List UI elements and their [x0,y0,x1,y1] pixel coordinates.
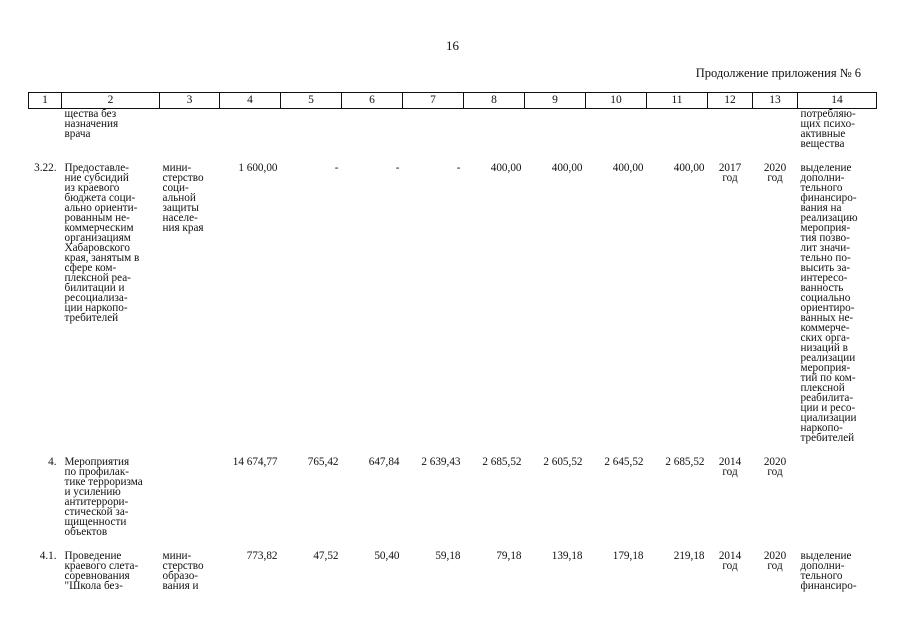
executor: мини- стерство соци- альной защиты населе- ния края [162,162,204,234]
year-value: 47,52 [313,550,339,562]
end-year [753,109,798,150]
header-cell: 14 [798,93,877,109]
expected-result: выделение дополни- тельного финансиро- вания на реализацию мероприя- тия позво- лит значи- тельно по- высить за- интересо- ванность социально ориентиро- ванных не- коммерче- ских орга- низаций в реализации мероприя- тий по ком- плексной реабилита- ции и ресо- циализации наркопо- требителей [800,162,858,444]
header-cell: 5 [281,93,342,109]
row-number: 3.22. [34,162,57,174]
year-value: 139,18 [551,550,583,562]
measure-name: Мероприятия по профилак- тике терроризма и усилению антитеррори- стической за- щищенности объектов [64,456,143,538]
page-number: 16 [446,38,459,53]
table-row [29,109,877,150]
year-value: 400,00 [551,162,583,174]
year-value [464,109,525,150]
end-year: 2020 год [763,456,787,478]
year-value: 2 685,52 [482,456,522,468]
header-cell: 8 [464,93,525,109]
year-value: - [334,162,339,174]
end-year: 2020 год [763,550,787,572]
header-cell: 13 [753,93,798,109]
year-value: 2 605,52 [543,456,583,468]
header-cell: 2 [62,93,160,109]
header-cell: 7 [403,93,464,109]
total-value: 1 600,00 [238,162,278,174]
year-value: 219,18 [673,550,705,562]
executor [160,457,220,537]
year-value [647,109,708,150]
header-cell: 6 [342,93,403,109]
continuation-label: Продолжение приложения № 6 [695,66,861,80]
year-value: 79,18 [496,550,522,562]
expected-result: выделение дополни- тельного финансиро- [800,550,857,592]
year-value [281,109,342,150]
year-value: 400,00 [673,162,705,174]
total-value [220,109,281,150]
table-row [29,551,877,591]
header-cell: 9 [525,93,586,109]
expected-result: потребляю- щих психо- активные вещества [800,108,856,150]
year-value [342,109,403,150]
year-value: 2 685,52 [665,456,705,468]
header-cell: 4 [220,93,281,109]
year-value [403,109,464,150]
start-year: 2014 год [718,550,742,572]
executor [160,109,220,150]
header-cell: 11 [647,93,708,109]
header-cell: 3 [160,93,220,109]
total-value: 14 674,77 [232,456,278,468]
start-year [708,109,753,150]
year-value: 50,40 [374,550,400,562]
table-row [29,457,877,537]
measure-name: Предоставле- ние субсидий из краевого бюджета соци- ально ориенти- рованным не- коммерческим организациям Хабаровского края, занятым в сфере ком- плексной реа- билитации и ресоциализа- ции наркопо- требителей [64,162,140,324]
start-year: 2017 год [718,162,742,184]
year-value: 647,84 [368,456,400,468]
expected-result [798,457,877,537]
year-value: - [395,162,400,174]
row-number: 4. [48,456,57,468]
year-value: 179,18 [612,550,644,562]
start-year: 2014 год [718,456,742,478]
table-row [29,163,877,443]
executor: мини- стерство образо- вания и [162,550,204,592]
appendix-table [28,92,877,591]
measure-name: щества без назначения врача [64,108,119,140]
year-value: 400,00 [490,162,522,174]
year-value: - [456,162,461,174]
year-value: 765,42 [307,456,339,468]
table-header-row [29,93,877,109]
header-cell: 10 [586,93,647,109]
year-value: 2 645,52 [604,456,644,468]
measure-name: Проведение краевого слета- соревнования "Школа без- [64,550,139,592]
year-value: 59,18 [435,550,461,562]
year-value: 2 639,43 [421,456,461,468]
year-value: 400,00 [612,162,644,174]
end-year: 2020 год [763,162,787,184]
header-cell: 1 [29,93,62,109]
row-number: 4.1. [39,550,57,562]
year-value [586,109,647,150]
header-cell: 12 [708,93,753,109]
year-value [525,109,586,150]
row-number [29,109,62,150]
total-value: 773,82 [246,550,278,562]
